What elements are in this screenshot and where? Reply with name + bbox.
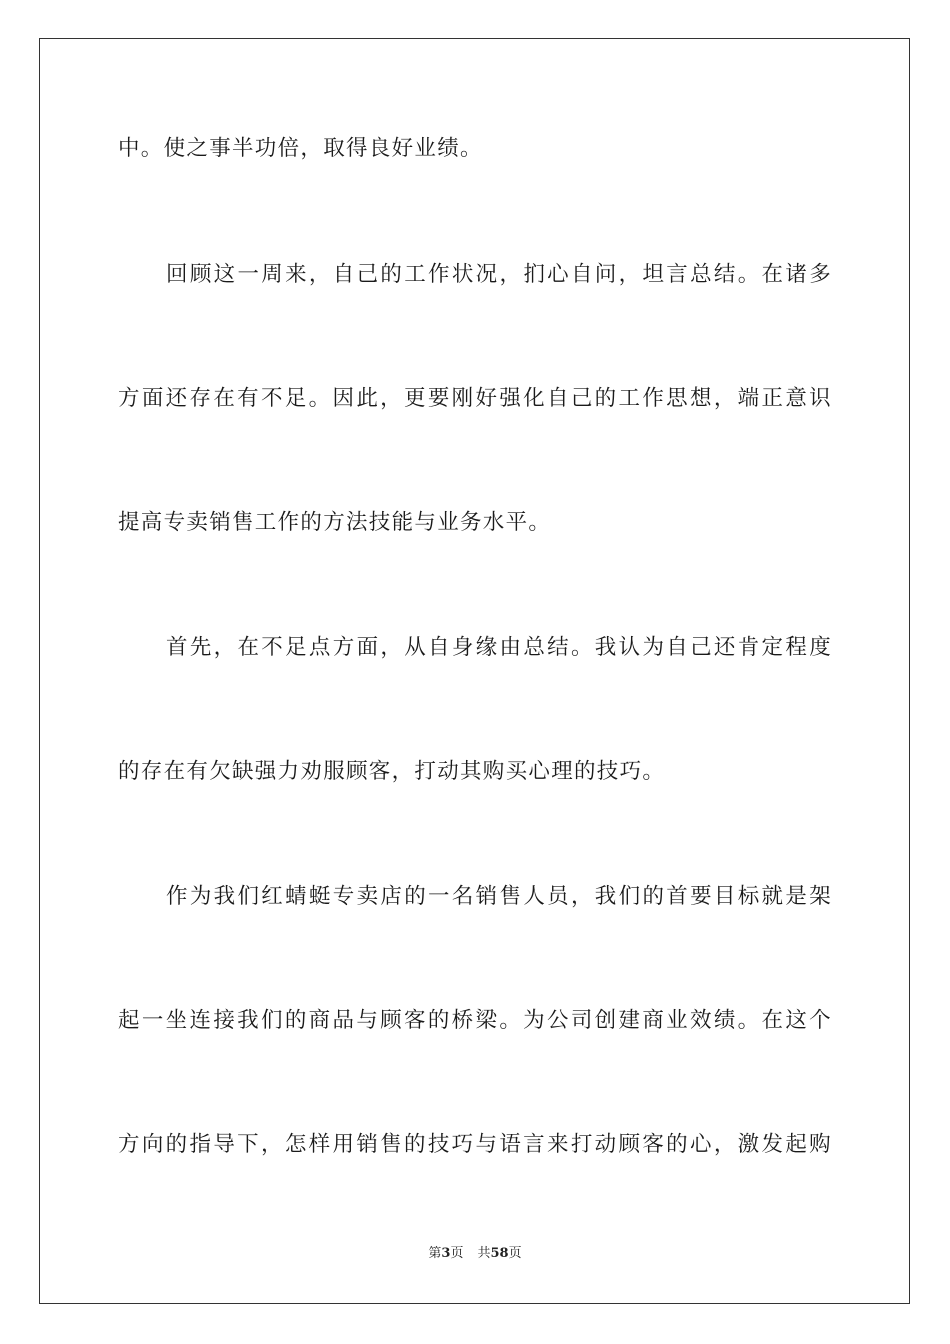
current-page-number: 3 <box>441 1246 451 1261</box>
paragraph-first-line: 作为我们红蜻蜓专卖店的一名销售人员，我们的首要目标就是架 <box>166 884 832 909</box>
text-line: 方面还存在有不足。因此，更要刚好强化自己的工作思想，端正意识 <box>118 386 832 411</box>
total-pages-number: 58 <box>490 1246 509 1261</box>
footer-page-prefix: 第 <box>428 1246 442 1261</box>
page-border <box>39 38 910 1304</box>
text-line: 方向的指导下，怎样用销售的技巧与语言来打动顾客的心，激发起购 <box>118 1132 832 1157</box>
paragraph-first-line: 回顾这一周来，自己的工作状况，扪心自问，坦言总结。在诸多 <box>166 262 832 287</box>
footer-total-suffix: 页 <box>508 1246 522 1261</box>
text-line: 提高专卖销售工作的方法技能与业务水平。 <box>118 510 552 535</box>
paragraph-first-line: 首先，在不足点方面，从自身缘由总结。我认为自己还肯定程度 <box>166 635 832 660</box>
footer-page-suffix: 页 <box>450 1246 464 1261</box>
footer-total-prefix: 共 <box>477 1246 491 1261</box>
text-line: 起一坐连接我们的商品与顾客的桥梁。为公司创建商业效绩。在这个 <box>118 1008 832 1033</box>
page-footer <box>0 1245 950 1263</box>
text-line: 的存在有欠缺强力劝服顾客，打动其购买心理的技巧。 <box>118 759 666 784</box>
text-line: 中。使之事半功倍，取得良好业绩。 <box>118 136 483 161</box>
